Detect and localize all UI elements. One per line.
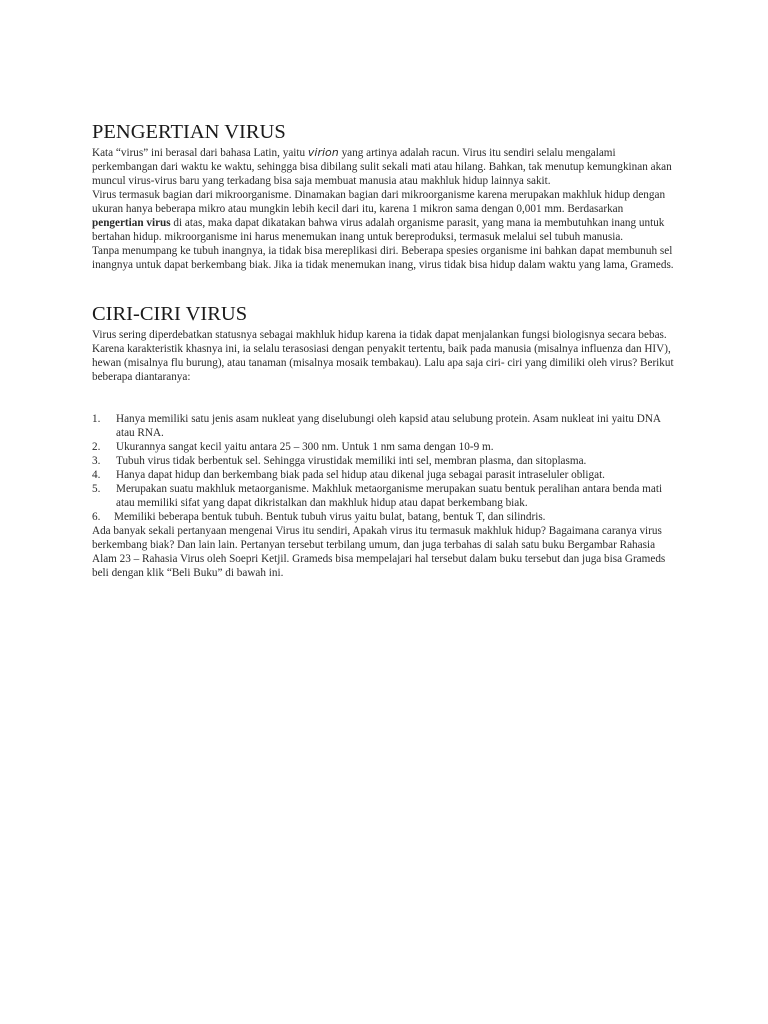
- paragraph-ciri-intro: Virus sering diperdebatkan statusnya sebagai makhluk hidup karena ia tidak dapat menjalankan fungsi biologisnya secara bebas. Karena karakteristik khasnya ini, ia selalu terasosiasi dengan penyakit tertentu, baik pada manusia (misalnya influenza dan HIV), hewan (misalnya flu burung), atau tanaman (misalnya mosaik tembakau). Lalu apa saja ciri- ciri yang dimiliki oleh virus? Berikut beberapa diantaranya:: [92, 329, 674, 383]
- paragraph-definition: [92, 146, 676, 188]
- paragraph-microorganism-text-a: Virus termasuk bagian dari mikroorganisme. Dinamakan bagian dari mikroorganisme karena merupakan makhluk hidup dengan ukuran hanya beberapa mikro atau mungkin lebih kecil dari itu, karena 1 mikron sama dengan 0,001 mm. Berdasarkan: [92, 189, 666, 215]
- list-item-number: 2.: [92, 441, 101, 453]
- spacer: [92, 384, 676, 412]
- heading-pengertian-virus: PENGERTIAN VIRUS: [92, 121, 286, 143]
- list-item: [92, 510, 676, 524]
- list-item: [92, 412, 676, 440]
- paragraph-microorganism-text-b: di atas, maka dapat dikatakan bahwa virus adalah organisme parasit, yang mana ia membutuhkan inang untuk bertahan hidup. mikroorganisme ini harus menemukan inang untuk bereproduksi, termasuk melalui sel tubuh manusia.: [92, 217, 665, 243]
- list-item-text: Ukurannya sangat kecil yaitu antara 25 – 300 nm. Untuk 1 nm sama dengan 10-9 m.: [116, 441, 494, 453]
- list-item-number: 4.: [92, 469, 101, 481]
- list-item-number: 1.: [92, 413, 101, 425]
- list-item: [92, 482, 676, 510]
- list-item-number: 6.: [92, 511, 101, 523]
- document-content: [92, 120, 676, 580]
- paragraph-microorganism: [92, 188, 676, 244]
- list-item-number: 3.: [92, 455, 101, 467]
- bold-pengertian-virus: pengertian virus: [92, 217, 171, 229]
- list-item-text: Memiliki beberapa bentuk tubuh. Bentuk tubuh virus yaitu bulat, batang, bentuk T, dan silindris.: [114, 511, 546, 523]
- heading-ciri-ciri-virus: CIRI-CIRI VIRUS: [92, 303, 248, 325]
- list-item: [92, 454, 676, 468]
- characteristics-list: [92, 412, 676, 524]
- list-item: [92, 468, 676, 482]
- paragraph-closing: Ada banyak sekali pertanyaan mengenai Virus itu sendiri, Apakah virus itu termasuk makhluk hidup? Bagaimana caranya virus berkembang biak? Dan lain lain. Pertanyan tersebut terbilang umum, dan juga terbahas di salah satu buku Bergambar Rahasia Alam 23 – Rahasia Virus oleh Soepri Ketjil. Grameds bisa mempelajari hal tersebut dalam buku tersebut dan juga bisa Grameds beli dengan klik “Beli Buku” di bawah ini.: [92, 525, 666, 579]
- list-item-text: Tubuh virus tidak berbentuk sel. Sehingga virustidak memiliki inti sel, membran plasma, dan sitoplasma.: [116, 455, 587, 467]
- paragraph-definition-text-b: yang artinya adalah racun. Virus itu sendiri selalu mengalami perkembangan dari waktu ke waktu, sehingga bisa dibilang sulit sekali mati atau hilang. Bahkan, tak menutup kemungkinan akan muncul virus-virus baru yang terkadang bisa saja membuat manusia atau makhluk hidup lainnya sakit.: [92, 147, 672, 187]
- paragraph-host: Tanpa menumpang ke tubuh inangnya, ia tidak bisa mereplikasi diri. Beberapa spesies organisme ini bahkan dapat membunuh sel inangnya untuk dapat berkembang biak. Jika ia tidak menemukan inang, virus tidak bisa hidup dalam waktu yang lama, Grameds.: [92, 245, 674, 271]
- term-virion: virion: [307, 146, 339, 159]
- list-item: [92, 440, 676, 454]
- list-item-text: Hanya memiliki satu jenis asam nukleat yang diselubungi oleh kapsid atau selubung protein. Asam nukleat ini yaitu DNA atau RNA.: [116, 413, 661, 439]
- list-item-number: 5.: [92, 483, 101, 495]
- list-item-text: Merupakan suatu makhluk metaorganisme. Makhluk metaorganisme merupakan suatu bentuk peralihan antara benda mati atau memiliki sifat yang dapat dikristalkan dan makhluk hidup atau dapat berkembang biak.: [116, 483, 663, 509]
- paragraph-definition-text-a: Kata “virus” ini berasal dari bahasa Latin, yaitu: [92, 147, 308, 159]
- list-item-text: Hanya dapat hidup dan berkembang biak pada sel hidup atau dikenal juga sebagai parasit intraseluler obligat.: [116, 469, 605, 481]
